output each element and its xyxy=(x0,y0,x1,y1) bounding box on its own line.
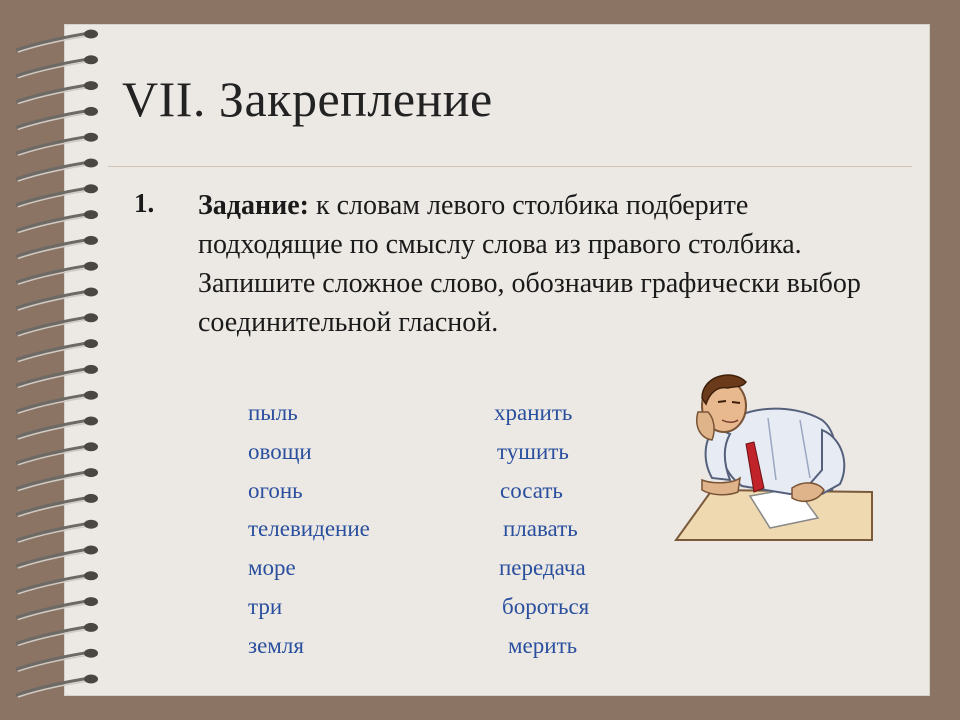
left-word: земля xyxy=(248,632,304,658)
spiral-hole xyxy=(84,133,98,142)
task-number: 1. xyxy=(134,188,155,218)
left-word: море xyxy=(248,555,296,581)
spiral-hole xyxy=(84,520,98,529)
spiral-hole xyxy=(84,288,98,297)
spiral-binding-icon xyxy=(0,20,110,700)
spiral-hole xyxy=(84,365,98,374)
spiral-hole xyxy=(84,546,98,555)
spiral-hole xyxy=(84,313,98,322)
left-word: овощи xyxy=(248,438,312,464)
task-text xyxy=(198,186,878,342)
left-word: телевидение xyxy=(248,516,370,542)
right-word: мерить xyxy=(508,632,578,658)
spiral-hole xyxy=(84,675,98,684)
spiral-hole xyxy=(84,571,98,580)
right-word: хранить xyxy=(494,400,573,425)
spiral-hole xyxy=(84,107,98,116)
left-word: огонь xyxy=(248,477,303,503)
right-word-column xyxy=(494,396,589,668)
task-label: Задание: xyxy=(198,190,309,221)
spiral-hole xyxy=(84,597,98,606)
spiral-hole xyxy=(84,442,98,451)
right-word: передача xyxy=(499,555,586,581)
spiral-hole xyxy=(84,159,98,168)
left-word: три xyxy=(248,593,283,619)
task-body: к словам левого столбика подберите подходящие по смыслу слова из правого столбика. Запишите сложное слово, обозначив графически выбор соединительной гласной. xyxy=(198,190,861,338)
right-word: сосать xyxy=(500,477,563,503)
spiral-hole xyxy=(84,468,98,477)
spiral-hole xyxy=(84,417,98,426)
spiral-hole xyxy=(84,81,98,90)
thinking-man-at-desk-icon xyxy=(672,368,876,544)
spiral-hole xyxy=(84,339,98,348)
left-word: пыль xyxy=(248,400,298,425)
spiral-hole xyxy=(84,391,98,400)
spiral-hole xyxy=(84,55,98,64)
spiral-hole xyxy=(84,210,98,219)
spiral-hole xyxy=(84,184,98,193)
spiral-hole xyxy=(84,236,98,245)
spiral-hole xyxy=(84,30,98,39)
slide-title: VII. Закрепление xyxy=(122,71,493,127)
title-divider xyxy=(108,166,912,167)
right-word: плавать xyxy=(503,516,578,542)
right-word: бороться xyxy=(502,593,590,619)
spiral-hole xyxy=(84,623,98,632)
spiral-hole xyxy=(84,649,98,658)
spiral-hole xyxy=(84,494,98,503)
right-word: тушить xyxy=(497,438,569,464)
spiral-hole xyxy=(84,262,98,271)
left-word-column xyxy=(248,396,370,668)
